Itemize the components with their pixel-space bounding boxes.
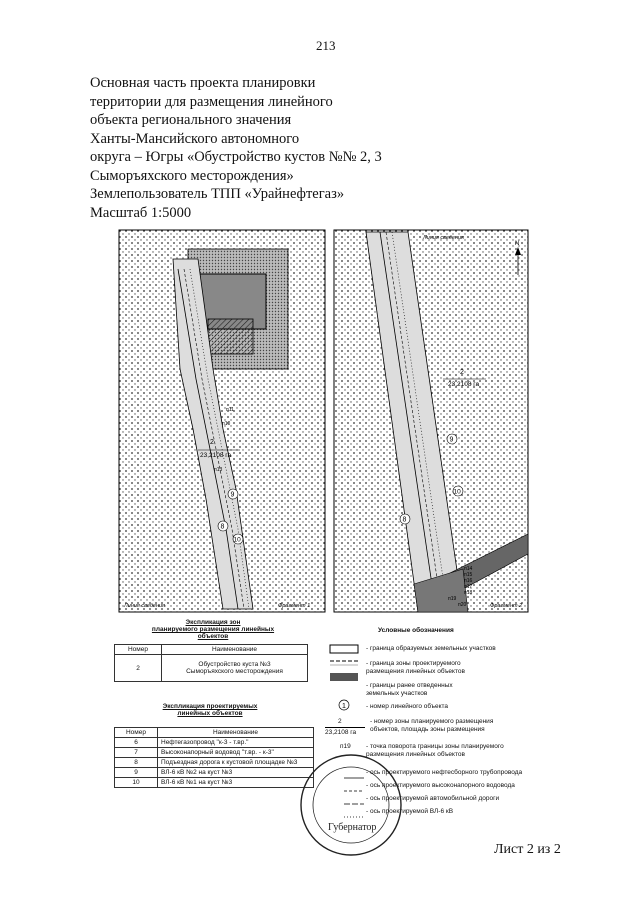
cell-name-line: Сыморъяхского месторождения bbox=[186, 668, 283, 675]
table-header-row bbox=[115, 645, 308, 655]
zones-table bbox=[114, 644, 308, 682]
stamp-text: Губернатор bbox=[328, 822, 377, 833]
legend-symbol-allocated bbox=[330, 673, 358, 681]
object-number: 8 bbox=[220, 523, 225, 531]
legend-item: объектов, площадь зоны размещения bbox=[370, 726, 485, 733]
title-line: Землепользователь ТПП «Урайнефтегаз» bbox=[90, 186, 345, 202]
legend-sample-point: п19 bbox=[340, 743, 351, 750]
col-header-number: Номер bbox=[115, 728, 158, 738]
turn-point: п15 bbox=[464, 572, 473, 578]
turn-point: п13 bbox=[214, 467, 223, 473]
line-label-right: Линия сведения bbox=[423, 235, 465, 241]
title-line: Основная часть проекта планировки bbox=[90, 75, 316, 91]
objects-table bbox=[114, 727, 314, 788]
legend-item: - граница зоны проектируемого bbox=[366, 660, 461, 667]
table-row bbox=[115, 655, 308, 682]
cell-number: 9 bbox=[115, 768, 158, 778]
legend-item: - точка поворота границы зоны планируемого bbox=[366, 743, 504, 750]
cell-name: Подъездная дорога к кустовой площадке №3 bbox=[158, 758, 314, 768]
cell-number: 6 bbox=[115, 738, 158, 748]
title-line: Ханты-Мансийского автономного bbox=[90, 130, 300, 147]
turn-point: п18 bbox=[464, 590, 473, 596]
cell-name bbox=[162, 655, 308, 682]
round-stamp bbox=[298, 752, 404, 858]
fragment-2 bbox=[334, 230, 528, 612]
zones-table-caption bbox=[138, 619, 288, 640]
document-title bbox=[90, 74, 382, 222]
legend-sample-number: 1 bbox=[342, 703, 346, 710]
cell-name: ВЛ-6 кВ №2 на куст №3 bbox=[158, 768, 314, 778]
zones-caption-line: Экспликация зон bbox=[185, 619, 241, 626]
legend-item: размещения линейных объектов bbox=[366, 751, 465, 758]
page-number: 213 bbox=[316, 38, 336, 53]
col-header-number: Номер bbox=[115, 645, 162, 655]
turn-point: п11 bbox=[226, 407, 234, 413]
turn-point: п20 bbox=[458, 602, 467, 608]
zone-area: 23,2108 га bbox=[200, 452, 232, 459]
legend-item: - номер зоны планируемого размещения bbox=[370, 718, 494, 725]
table-row bbox=[115, 758, 314, 768]
legend-item: земельных участков bbox=[366, 690, 428, 697]
table-row bbox=[115, 778, 314, 788]
cell-name: Нефтегазопровод "к-3 - т.вр." bbox=[158, 738, 314, 748]
cell-name: ВЛ-6 кВ №1 на куст №3 bbox=[158, 778, 314, 788]
zone-area: 23,2108 га bbox=[448, 381, 480, 388]
turn-point: п17 bbox=[464, 584, 473, 590]
stamp-outer-ring bbox=[301, 755, 401, 855]
title-line: территории для размещения линейного bbox=[90, 93, 333, 110]
title-line: Сыморъяхского месторождения» bbox=[90, 167, 294, 184]
fragment-2-label: Фрагмент 2 bbox=[490, 603, 523, 609]
legend-item: - ось проектируемого высоконапорного водовода bbox=[366, 782, 515, 789]
zones-caption-line: планируемого размещения линейных объектов bbox=[151, 626, 275, 640]
line-label-left: Линия сведения bbox=[124, 603, 166, 609]
fragment-1-label: Фрагмент 1 bbox=[278, 603, 311, 609]
legend-item: - граница образуемых земельных участков bbox=[366, 645, 496, 652]
turn-point: п10 bbox=[222, 421, 231, 427]
cell-name-line: Обустройство куста №3 bbox=[198, 661, 271, 668]
legend-item: - границы ранее отведенных bbox=[366, 682, 453, 689]
title-line: Масштаб 1:5000 bbox=[90, 204, 192, 221]
legend-symbol-plot bbox=[330, 645, 358, 653]
cell-number: 10 bbox=[115, 778, 158, 788]
title-line: округа – Югры «Обустройство кустов №№ 2, 3 bbox=[90, 149, 382, 165]
legend-sample-zone-number: 2 bbox=[338, 718, 342, 725]
cell-name: Высоконапорный водовод "т.вр. - к-3" bbox=[158, 748, 314, 758]
zone-number: 2 bbox=[210, 439, 214, 446]
table-row bbox=[115, 748, 314, 758]
table-row bbox=[115, 768, 314, 778]
title-line: объекта регионального значения bbox=[90, 112, 292, 128]
objects-caption-line: линейных объектов bbox=[177, 710, 243, 717]
legend-title: Условные обозначения bbox=[378, 627, 454, 634]
legend-item: - ось проектируемой автомобильной дороги bbox=[366, 795, 500, 802]
sheet-number: Лист 2 из 2 bbox=[494, 842, 561, 857]
objects-caption-line: Экспликация проектируемых bbox=[162, 703, 258, 710]
north-label: N bbox=[515, 241, 520, 247]
turn-point: п14 bbox=[464, 566, 473, 572]
col-header-name: Наименование bbox=[158, 728, 314, 738]
legend-zone-underline bbox=[325, 727, 365, 728]
allocated-plot-hatched bbox=[208, 319, 253, 354]
object-number: 9 bbox=[449, 436, 454, 444]
table-header-row bbox=[115, 728, 314, 738]
legend-item: размещения линейных объектов bbox=[366, 668, 465, 675]
cell-number: 8 bbox=[115, 758, 158, 768]
col-header-name: Наименование bbox=[162, 645, 308, 655]
legend-item: - номер линейного объекта bbox=[366, 703, 449, 710]
objects-table-caption bbox=[150, 703, 270, 717]
object-number: 10 bbox=[453, 488, 461, 496]
turn-point: п16 bbox=[464, 578, 473, 584]
zone-number: 2 bbox=[460, 369, 464, 376]
fragment-1 bbox=[119, 230, 325, 612]
cell-number: 2 bbox=[115, 655, 162, 682]
cell-number: 7 bbox=[115, 748, 158, 758]
legend-sample-zone-area: 23,2108 га bbox=[325, 729, 357, 736]
object-number: 8 bbox=[402, 516, 407, 524]
planning-map bbox=[118, 229, 530, 613]
object-number: 9 bbox=[230, 491, 235, 499]
turn-point: п19 bbox=[448, 596, 457, 602]
legend-item: - ось проектируемого нефтесборного трубопровода bbox=[366, 769, 523, 776]
table-row bbox=[115, 738, 314, 748]
object-number: 10 bbox=[233, 536, 241, 544]
legend-item: - ось проектируемой ВЛ-6 кВ bbox=[366, 808, 454, 815]
